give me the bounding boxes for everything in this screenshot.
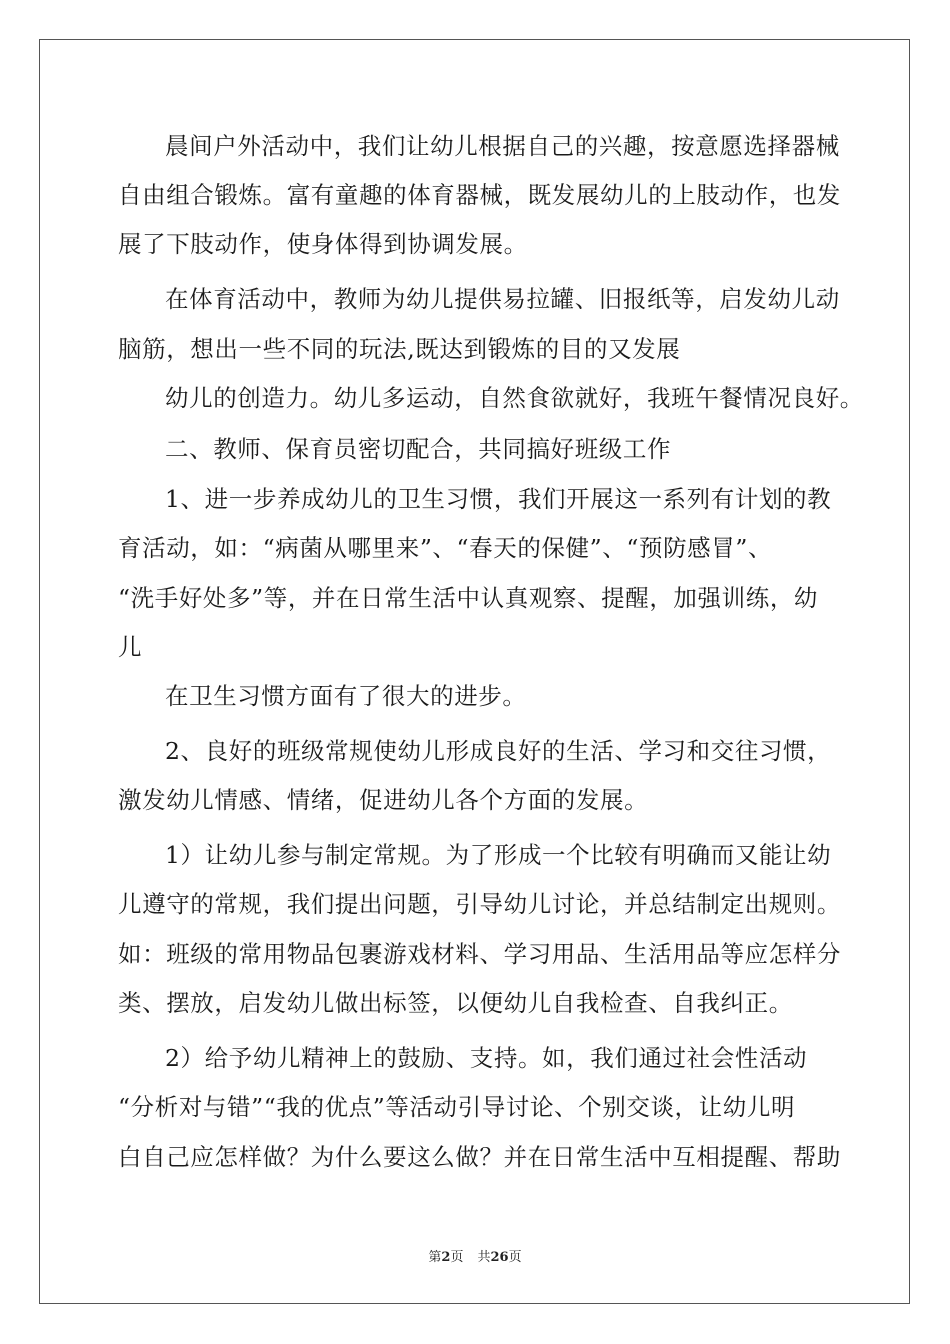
- text-line: 儿遵守的常规，我们提出问题，引导幼儿讨论，并总结制定出规则。: [118, 890, 841, 918]
- text-line: 如：班级的常用物品包裹游戏材料、学习用品、生活用品等应怎样分: [118, 940, 841, 968]
- footer-total-suffix: 页: [508, 1250, 522, 1265]
- footer-total-prefix: 共: [477, 1250, 491, 1265]
- footer-prefix: 第: [428, 1250, 442, 1265]
- text-line: 展了下肢动作，使身体得到协调发展。: [118, 230, 528, 258]
- text-line: “洗手好处多”等，并在日常生活中认真观察、提醒，加强训练，幼: [118, 584, 819, 612]
- current-page-number: 2: [441, 1250, 451, 1265]
- page-number-footer: [0, 1246, 950, 1265]
- text-line: 2）给予幼儿精神上的鼓励、支持。如，我们通过社会性活动: [165, 1044, 808, 1072]
- text-line: 在卫生习惯方面有了很大的进步。: [165, 682, 527, 710]
- text-line: 自由组合锻炼。富有童趣的体育器械，既发展幼儿的上肢动作，也发: [118, 181, 841, 209]
- text-line: 幼儿的创造力。幼儿多运动，自然食欲就好，我班午餐情况良好。: [165, 384, 864, 412]
- text-line: 白自己应怎样做？为什么要这么做？并在日常生活中互相提醒、帮助: [118, 1143, 841, 1171]
- footer-page-suffix: 页: [450, 1250, 464, 1265]
- total-page-count: 26: [490, 1250, 509, 1265]
- text-line: 晨间户外活动中，我们让幼儿根据自己的兴趣，按意愿选择器械: [165, 132, 840, 160]
- text-line: 脑筋，想出一些不同的玩法,既达到锻炼的目的又发展: [118, 335, 681, 363]
- text-line: 在体育活动中，教师为幼儿提供易拉罐、旧报纸等，启发幼儿动: [165, 285, 840, 313]
- text-line: 1、进一步养成幼儿的卫生习惯，我们开展这一系列有计划的教: [165, 485, 832, 513]
- text-line: 儿: [118, 633, 143, 661]
- text-line: “分析对与错”“我的优点”等活动引导讨论、个别交谈，让幼儿明: [118, 1093, 796, 1121]
- text-line: 激发幼儿情感、情绪，促进幼儿各个方面的发展。: [118, 786, 649, 814]
- text-line: 类、摆放，启发幼儿做出标签，以便幼儿自我检查、自我纠正。: [118, 989, 793, 1017]
- section-heading: 二、教师、保育员密切配合，共同搞好班级工作: [165, 435, 672, 463]
- text-line: 1）让幼儿参与制定常规。为了形成一个比较有明确而又能让幼: [165, 841, 832, 869]
- text-line: 2、良好的班级常规使幼儿形成良好的生活、学习和交往习惯，: [165, 737, 832, 765]
- text-line: 育活动，如：“病菌从哪里来”、“春天的保健”、“预防感冒”、: [118, 534, 773, 562]
